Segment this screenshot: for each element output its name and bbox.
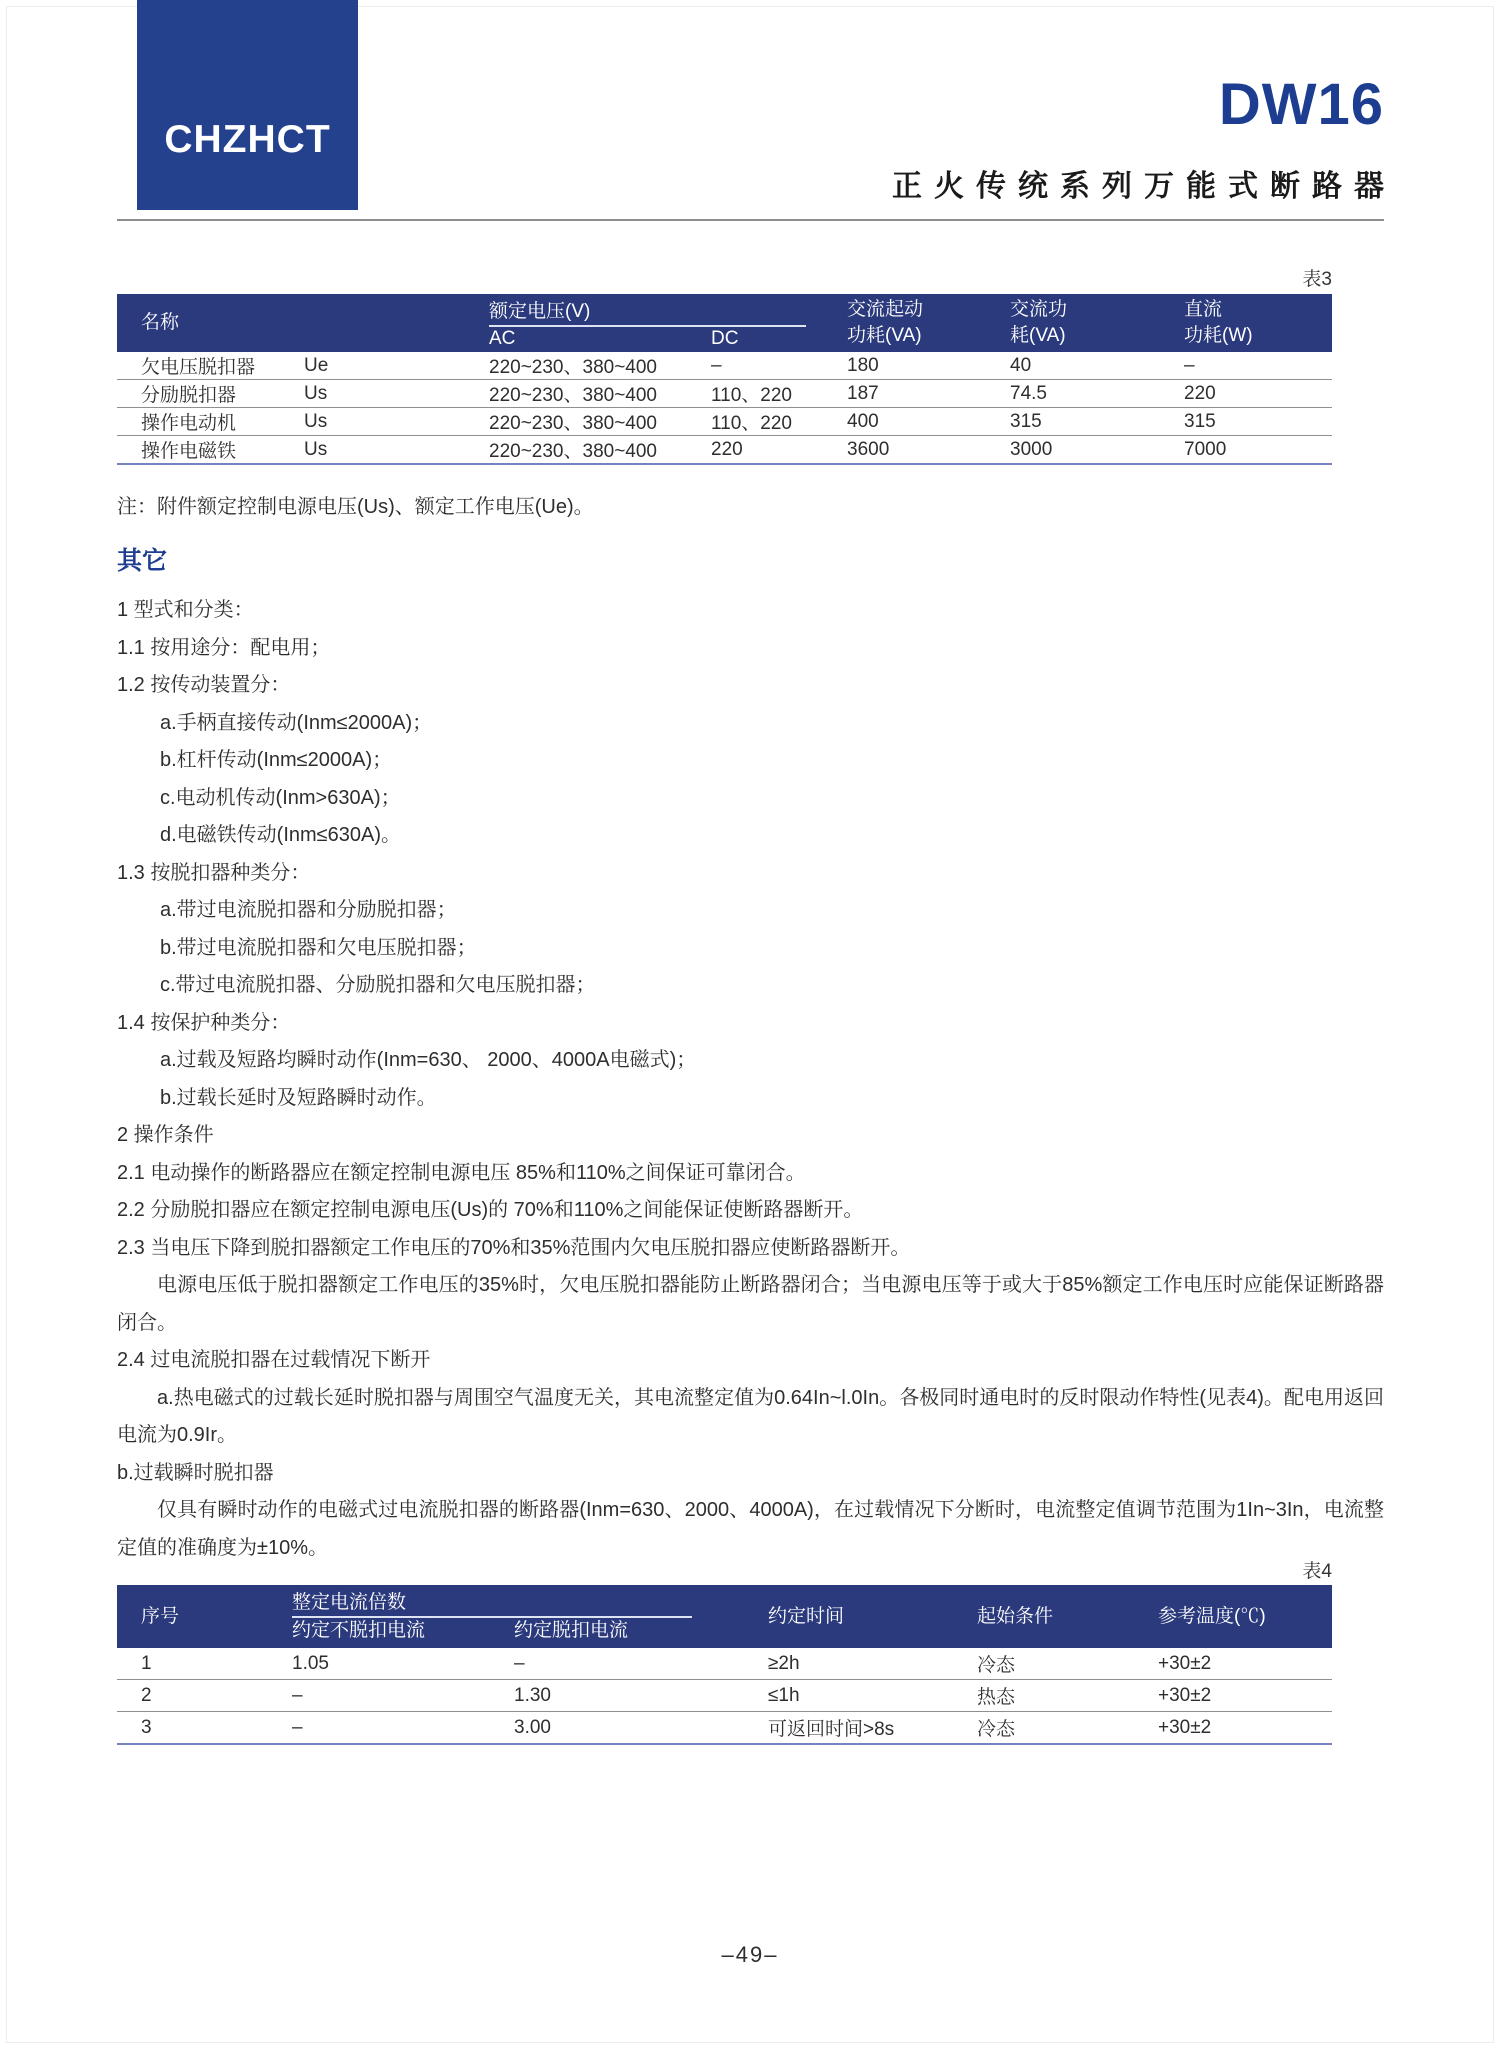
section-body	[117, 592, 1384, 1567]
brand-logo-text: CHZHCT	[164, 118, 331, 161]
table3-col-ac-start: 交流起动 功耗(VA)	[847, 299, 924, 346]
body-line: a.手柄直接传动(Inm≤2000A)；	[160, 711, 433, 734]
table-row: 欠电压脱扣器 Ue 220~230、380~400 – 180 40 –	[117, 352, 1332, 380]
body-paragraph: a.热电磁式的过载长延时脱扣器与周围空气温度无关，其电流整定值为0.64In~l.0In。各极同时通电时的反时限动作特性(见表4)。配电用返回电流为0.9Ir。	[117, 1386, 1384, 1446]
body-paragraph: 仅具有瞬时动作的电磁式过电流脱扣器的断路器(Inm=630、2000、4000A)，在过载情况下分断时，电流整定值调节范围为1In~3In，电流整定值的准确度为±10%。	[117, 1499, 1384, 1559]
page-number: –49–	[721, 1942, 779, 1967]
table-row: 操作电磁铁 Us 220~230、380~400 220 3600 3000 7000	[117, 436, 1332, 465]
table-row: 2 – 1.30 ≤1h 热态 +30±2	[117, 1680, 1332, 1712]
table3-footnote: 注：附件额定控制电源电压(Us)、额定工作电压(Ue)。	[117, 496, 594, 518]
body-paragraph: 电源电压低于脱扣器额定工作电压的35%时，欠电压脱扣器能防止断路器闭合；当电源电压等于或大于85%额定工作电压时应能保证断路器闭合。	[117, 1274, 1384, 1334]
body-line: 1.1 按用途分：配电用；	[117, 636, 331, 659]
table3-col-voltage-group: 额定电压(V)	[489, 301, 591, 322]
body-line: 1.2 按传动装置分：	[117, 674, 291, 696]
body-line: b.带过电流脱扣器和欠电压脱扣器；	[160, 936, 477, 959]
table3-col-name: 名称	[141, 312, 180, 333]
body-line: 2.4 过电流脱扣器在过载情况下断开	[117, 1349, 431, 1371]
product-series-subtitle: 正火传统系列万能式断路器	[892, 170, 1396, 203]
body-line: b.过载瞬时脱扣器	[117, 1461, 274, 1484]
body-line: 2.3 当电压下降到脱扣器额定工作电压的70%和35%范围内欠电压脱扣器应使断路器断开。	[117, 1236, 911, 1259]
table3	[117, 294, 1332, 465]
table4-label: 表4	[1302, 1561, 1332, 1582]
body-line: a.过载及短路均瞬时动作(Inm=630、 2000、4000A电磁式)；	[160, 1049, 697, 1071]
body-line: 2.2 分励脱扣器应在额定控制电源电压(Us)的 70%和110%之间能保证使断路器断开。	[117, 1199, 864, 1221]
table3-col-ac-power: 交流功 耗(VA)	[1010, 299, 1068, 346]
table4-col-trip: 约定脱扣电流	[514, 1620, 629, 1641]
table-row: 操作电动机 Us 220~230、380~400 110、220 400 315 315	[117, 408, 1332, 436]
table3-col-dc: DC	[711, 328, 739, 349]
table-row: 1 1.05 – ≥2h 冷态 +30±2	[117, 1648, 1332, 1680]
table4-col-condition: 起始条件	[977, 1606, 1054, 1627]
voltage-group-underline	[489, 325, 806, 327]
section-title-other: 其它	[117, 547, 168, 575]
table4-col-temp: 参考温度(℃)	[1158, 1606, 1266, 1627]
body-line: b.过载长延时及短路瞬时动作。	[160, 1086, 437, 1109]
body-line: c.带过电流脱扣器、分励脱扣器和欠电压脱扣器；	[160, 974, 596, 996]
body-line: 1.4 按保护种类分：	[117, 1011, 291, 1034]
table3-col-ac: AC	[489, 328, 516, 349]
table4-col-time: 约定时间	[768, 1606, 845, 1627]
table4-col-no-trip: 约定不脱扣电流	[292, 1620, 426, 1641]
body-line: d.电磁铁传动(Inm≤630A)。	[160, 824, 402, 846]
table-row: 分励脱扣器 Us 220~230、380~400 110、220 187 74.5 220	[117, 380, 1332, 408]
table3-header	[117, 294, 1332, 352]
table4-col-group: 整定电流倍数	[292, 1592, 407, 1613]
brand-logo	[137, 0, 358, 210]
table4-col-index: 序号	[141, 1606, 180, 1627]
header-divider	[117, 219, 1384, 221]
body-line: b.杠杆传动(Inm≤2000A)；	[160, 749, 393, 771]
body-line: 1.3 按脱扣器种类分：	[117, 861, 311, 884]
table3-label: 表3	[1302, 269, 1332, 290]
body-line: c.电动机传动(Inm>630A)；	[160, 786, 401, 809]
table4-header	[117, 1585, 1332, 1648]
body-line: 2 操作条件	[117, 1124, 214, 1146]
body-line: 2.1 电动操作的断路器应在额定控制电源电压 85%和110%之间保证可靠闭合。	[117, 1161, 806, 1184]
body-line: 1 型式和分类：	[117, 599, 254, 621]
table4	[117, 1585, 1332, 1745]
table3-col-dc-power: 直流 功耗(W)	[1184, 299, 1253, 346]
body-line: a.带过电流脱扣器和分励脱扣器；	[160, 899, 457, 921]
table-row: 3 – 3.00 可返回时间>8s 冷态 +30±2	[117, 1712, 1332, 1745]
product-model-title: DW16	[1218, 72, 1384, 137]
